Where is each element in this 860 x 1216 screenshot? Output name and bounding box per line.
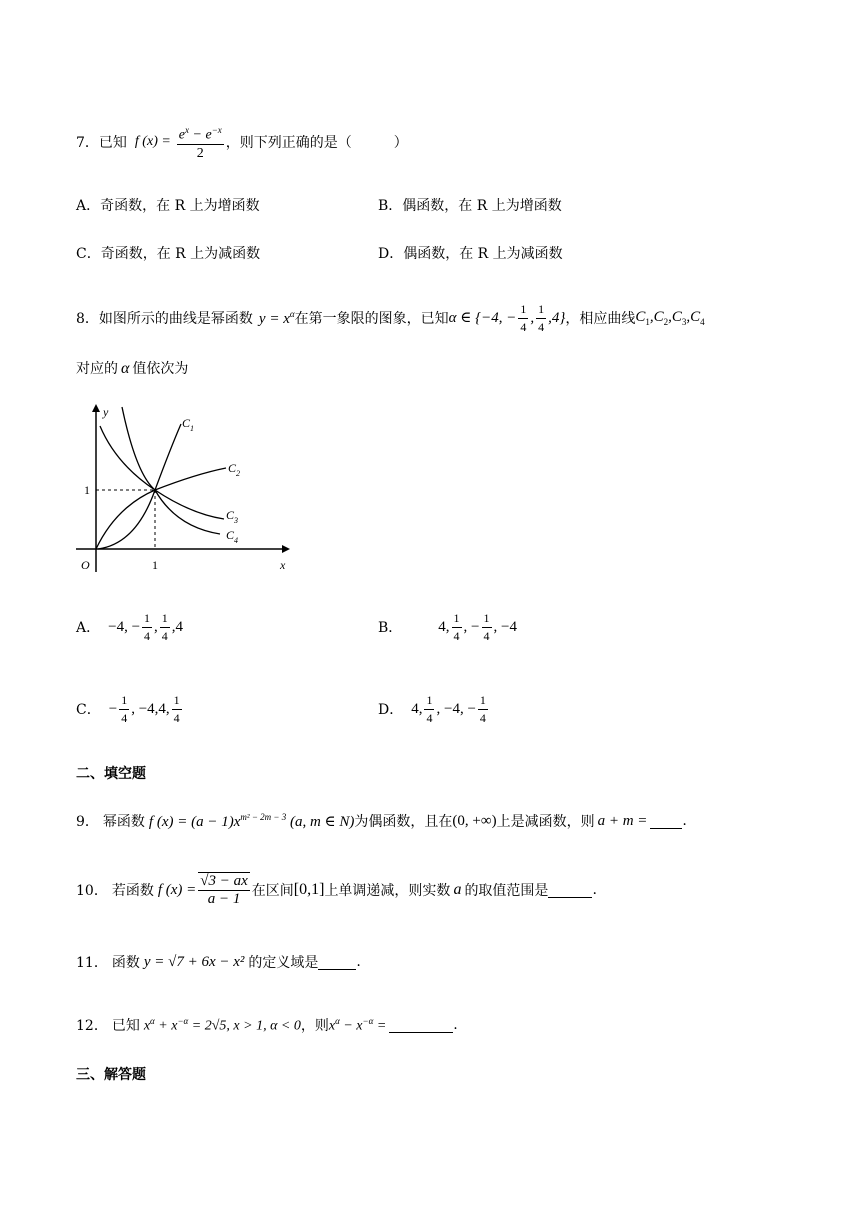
q9-answer-blank[interactable] [650,814,682,829]
q7-option-a[interactable]: A．奇函数，在 R 上为增函数 [76,198,260,214]
q8-number: 8． [76,311,99,327]
q8-curve-list: $C_1,C_2,C_3,C_4$ [635,309,705,327]
curve-c2-label: $C_2$ [228,461,241,478]
curve-c3-label: $C_3$ [226,508,239,525]
curve-c2 [96,468,226,549]
q8-alpha-set: α ∈ {−4, − $\frac{1}{4}$ , $\frac{1}{4}$ ,4} [448,301,566,334]
q8-option-a[interactable]: A． −4, − $\frac{1}{4}$ , $\frac{1}{4}$ ,4 [76,610,184,643]
q7-option-c[interactable]: C．奇函数，在 R 上为减函数 [76,246,261,262]
q8-option-c[interactable]: C． − $\frac{1}{4}$ , −4,4, $\frac{1}{4}$ [76,692,180,725]
y-axis-arrow [92,404,100,412]
q8-text1: 如图所示的曲线是幂函数 [98,311,253,327]
q7-fraction: $\frac{e^x - e^{-x}}{2}$ [177,122,224,162]
x-tick-1: 1 [152,558,158,572]
q8-option-b[interactable]: B． 4, $\frac{1}{4}$ , − $\frac{1}{4}$ , −4 [378,610,517,643]
origin-label: O [81,558,90,572]
q7-number: 7． [76,135,99,151]
q8-power-expr: $y = x^\alpha$ [258,308,295,327]
x-axis-arrow [282,545,290,553]
curve-c1-label: $C_1$ [182,416,195,433]
q8-text3: ，相应曲线 [565,311,636,327]
q8-power-graph [76,402,296,577]
q7-option-b[interactable]: B．偶函数，在 R 上为增函数 [378,198,562,214]
q8-line1 [76,296,705,340]
q8-option-d[interactable]: D． 4, $\frac{1}{4}$ , −4, − $\frac{1}{4}$ [378,692,486,725]
q8-line2: 对应的 α 值依次为 [76,360,189,377]
section-solve-title: 三、解答题 [76,1067,146,1083]
q7-tail: ，则下列正确的是（ ） [225,135,408,151]
curve-c4-label: $C_4$ [226,528,239,545]
section-fill-in-title: 二、填空题 [76,766,146,782]
q9: 9． 幂函数 f $(x) = (a - 1)x^{m^2 - 2m - 3}$ (a, m ∈ N) 为偶函数，且在 (0, +∞) 上是减函数，则 a + m = . [76,811,687,830]
q12: 12． 已知 $x^\alpha + x^{-\alpha} = 2√5$, x > 1, α < 0 ，则 $x^\alpha - x^{-\alpha}$ = . [76,1015,458,1034]
q12-answer-blank[interactable] [389,1018,453,1033]
y-axis-label: y [103,405,109,419]
curve-c1 [98,424,181,549]
q7-option-d[interactable]: D．偶函数，在 R 上为减函数 [378,246,563,262]
q7 [76,118,408,166]
q11: 11． 函数 y = √7 + 6x − x² 的定义域是 . [76,953,361,971]
q10: 10． 若函数 f (x) = $\frac{√3 - ax}{a - 1}$ 在区间 [0,1] 上单调递减，则实数 a 的取值范围是 . [76,873,597,907]
q11-answer-blank[interactable] [318,955,356,970]
y-tick-1: 1 [84,483,90,497]
q10-answer-blank[interactable] [548,883,592,898]
q7-fx: f (x) = [134,134,171,149]
q7-lead: 已知 [98,135,127,151]
q8-text2: 在第一象限的图象，已知 [294,311,449,327]
x-axis-label: x [280,558,286,572]
